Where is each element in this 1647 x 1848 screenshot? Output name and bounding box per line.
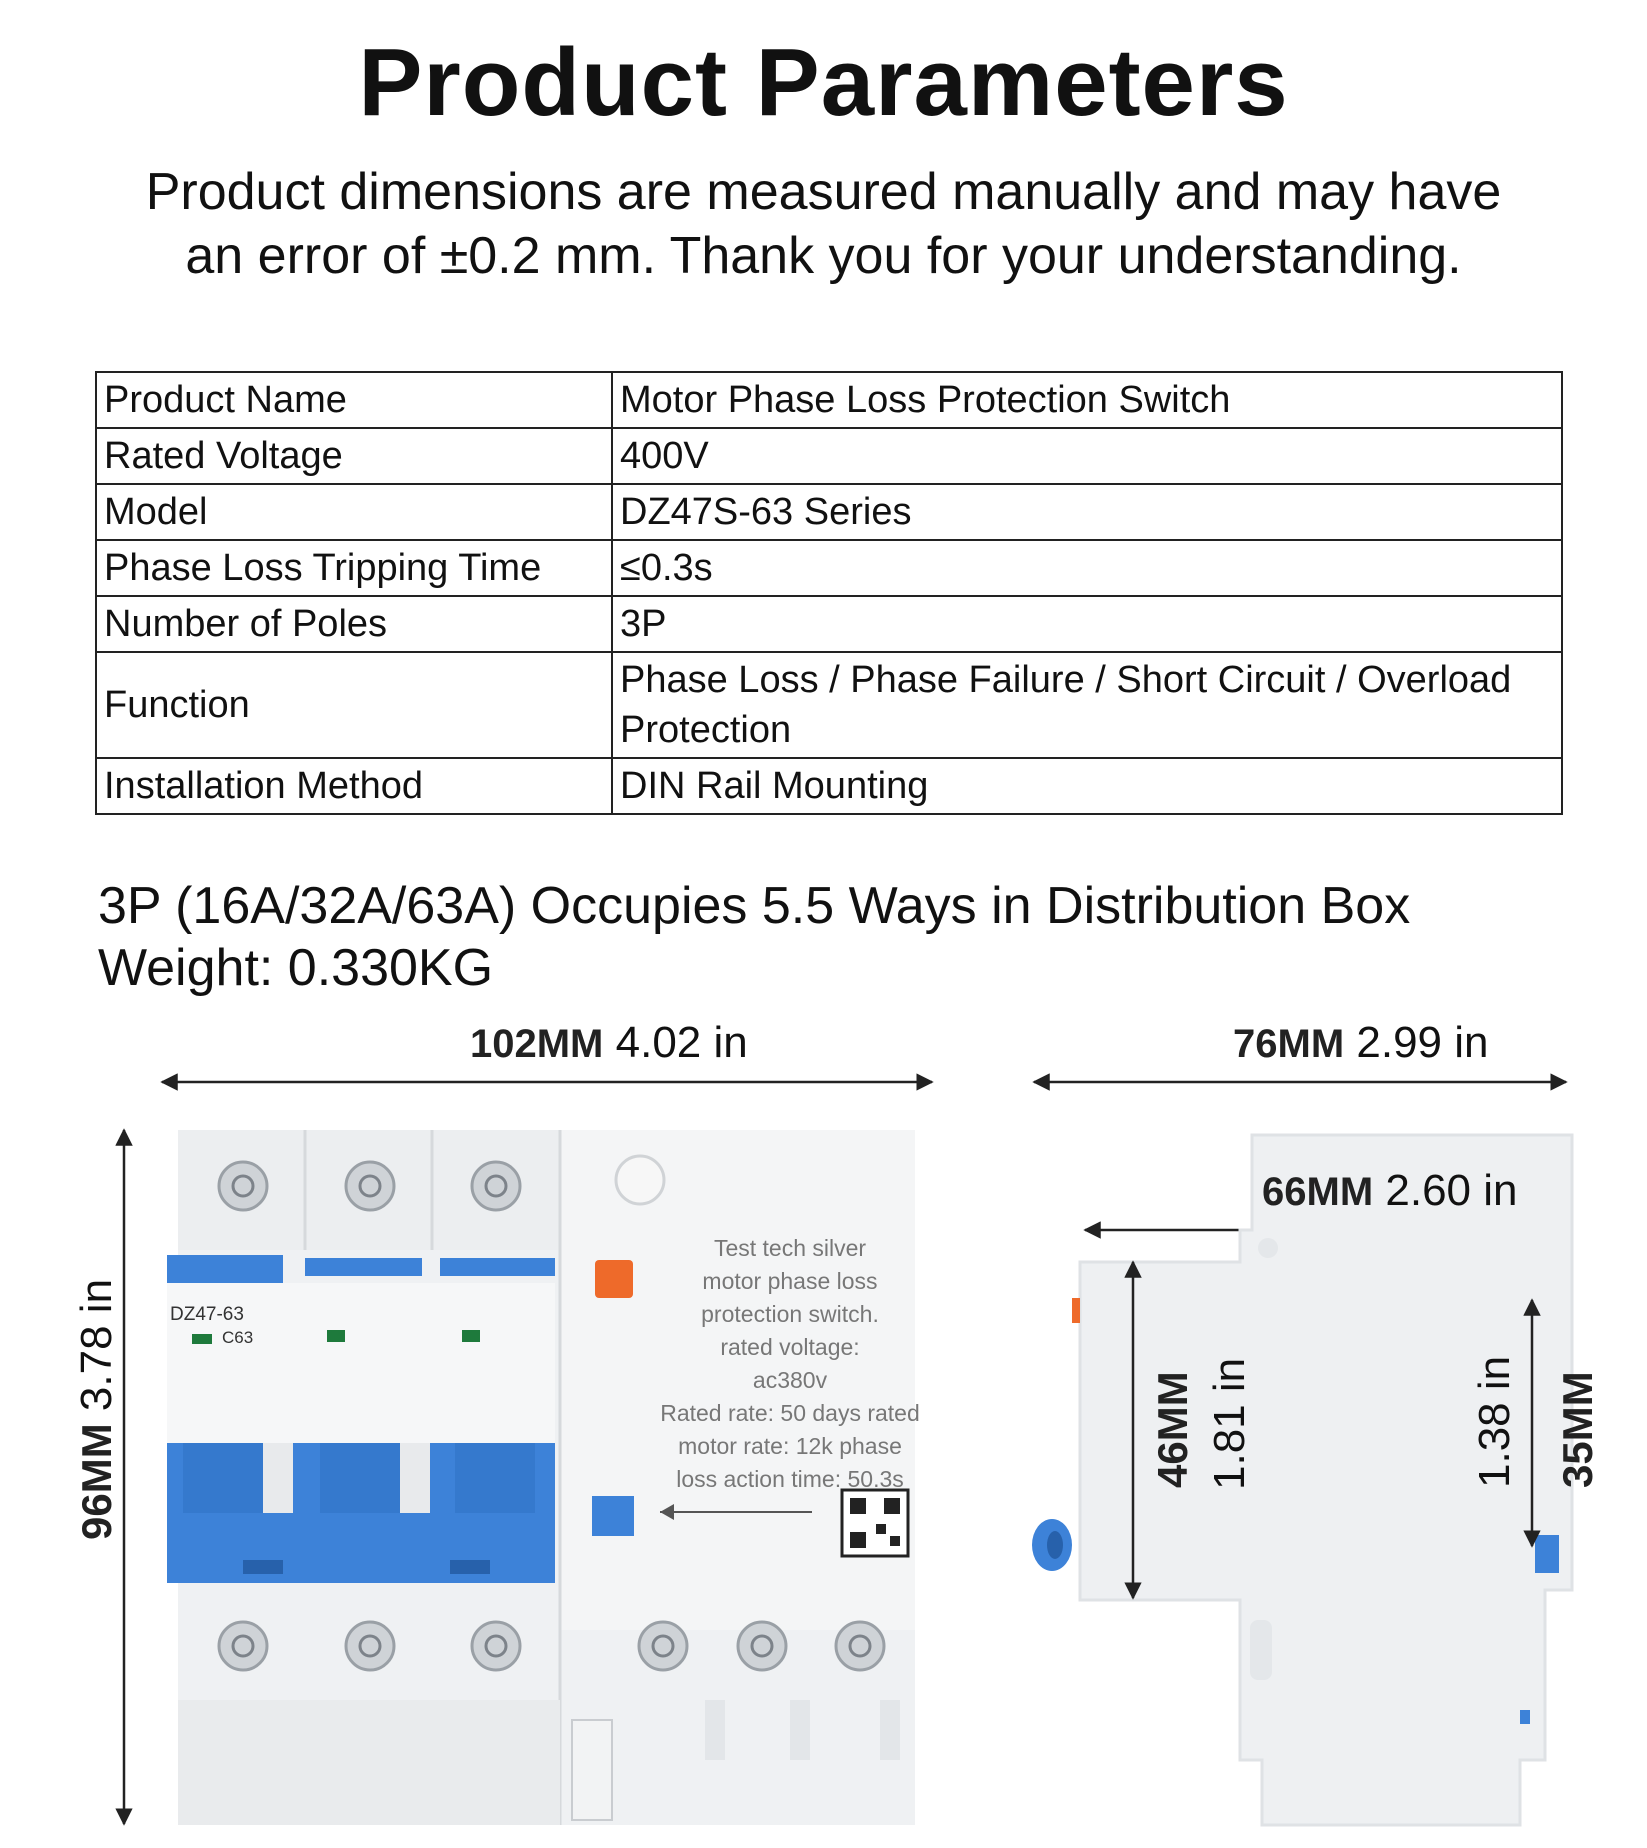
- page-title: Product Parameters: [358, 29, 1289, 136]
- side-h1-in-label: [1205, 1358, 1255, 1490]
- print-line: ac380v: [752, 1367, 828, 1393]
- print-line: loss action time: 50.3s: [676, 1466, 904, 1492]
- side-depth-in: 2.99 in: [1356, 1018, 1489, 1067]
- front-width-in: 4.02 in: [615, 1018, 748, 1067]
- spec-label: Number of Poles: [96, 596, 612, 652]
- print-line: Test tech silver: [713, 1235, 867, 1261]
- front-width-label: [470, 1018, 748, 1068]
- spec-label: Installation Method: [96, 758, 612, 814]
- spec-value: DZ47S-63 Series: [612, 484, 1562, 540]
- front-height-label: [72, 1279, 122, 1540]
- disclaimer-line-1: Product dimensions are measured manually and may have: [145, 163, 1502, 221]
- side-h2-label: [1553, 1371, 1603, 1488]
- side-h1-mm: 46MM: [1149, 1371, 1196, 1488]
- spec-label: Model: [96, 484, 612, 540]
- side-depth-label: [1233, 1018, 1488, 1068]
- print-line: Rated rate: 50 days rated: [660, 1400, 920, 1426]
- spec-label: Rated Voltage: [96, 428, 612, 484]
- side-depth-mm: 76MM: [1233, 1022, 1345, 1066]
- side-h1-label: [1148, 1371, 1198, 1488]
- spec-value: Motor Phase Loss Protection Switch: [612, 372, 1562, 428]
- rating-print: C63: [222, 1328, 254, 1347]
- spec-value: 400V: [612, 428, 1562, 484]
- spec-label: Function: [96, 652, 612, 758]
- weight-text: Weight: 0.330KG: [98, 939, 494, 997]
- model-print: DZ47-63: [170, 1304, 244, 1325]
- side-h2-in-label: [1470, 1356, 1520, 1488]
- spec-value: 3P: [612, 596, 1562, 652]
- front-height-in: 3.78 in: [72, 1278, 121, 1412]
- spec-label: Phase Loss Tripping Time: [96, 540, 612, 596]
- side-h2-in: 1.38 in: [1470, 1355, 1519, 1488]
- product-print-text: [640, 1232, 940, 1496]
- front-height-mm: 96MM: [73, 1423, 120, 1540]
- spec-value: ≤0.3s: [612, 540, 1562, 596]
- side-h1-in: 1.81 in: [1205, 1357, 1254, 1490]
- spec-label: Product Name: [96, 372, 612, 428]
- ways-text: 3P (16A/32A/63A) Occupies 5.5 Ways in Distribution Box: [98, 877, 1411, 935]
- side-inner-in: 2.60 in: [1385, 1166, 1518, 1215]
- side-h2-mm: 35MM: [1554, 1371, 1601, 1488]
- spec-value: DIN Rail Mounting: [612, 758, 1562, 814]
- print-line: protection switch.: [701, 1301, 879, 1327]
- side-inner-mm: 66MM: [1262, 1170, 1374, 1214]
- print-line: motor phase loss: [702, 1268, 878, 1294]
- print-line: rated voltage:: [720, 1334, 860, 1360]
- front-width-mm: 102MM: [470, 1022, 604, 1066]
- side-inner-label: [1262, 1166, 1517, 1216]
- spec-value: Phase Loss / Phase Failure / Short Circuit / Overload Protection: [612, 652, 1562, 758]
- print-line: motor rate: 12k phase: [678, 1433, 902, 1459]
- disclaimer-line-2: an error of ±0.2 mm. Thank you for your understanding.: [185, 227, 1462, 285]
